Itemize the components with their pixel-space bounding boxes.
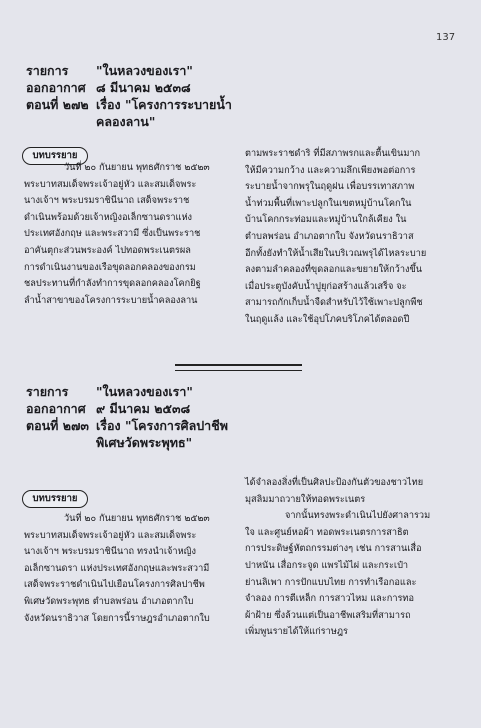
text-line: ผ้าฝ้าย ซึ่งล้วนแต่เป็นอาชีพเสริมที่สามารถ [245, 609, 411, 621]
text-line: สามารถกักเก็บน้ำจืดสำหรับไว้ใช้เพาะปลูกพืช [245, 297, 423, 309]
broadcast-date: ๙ มีนาคม ๒๕๓๘ [96, 401, 191, 416]
text-line: ปาหนัน เสื่อกระจูด แพรไม้ไผ่ และกระเป๋า [245, 559, 409, 571]
episode-label: ตอนที่ ๒๗๒ [26, 97, 89, 112]
text-line: ประเทศอังกฤษ และพระสวามี ซึ่งเป็นพระราช [24, 228, 201, 240]
program-label: รายการ [26, 384, 69, 399]
narration-badge: บทบรรยาย [22, 490, 88, 508]
section-divider [175, 370, 302, 371]
text-line: เพิ่มพูนรายได้ให้แก่ราษฎร [245, 626, 348, 638]
section2-header [26, 383, 228, 451]
text-line: ได้จำลองสิ่งที่เป็นศิลปะป้องกันตัวของชาวไทย [245, 477, 424, 488]
text-line: ตำบลพร่อน อำเภอตากใบ จังหวัดนราธิวาส [245, 230, 414, 242]
text-line: ในฤดูแล้ง และใช้อุปโภคบริโภคได้ตลอดปี [245, 313, 410, 325]
text-line: ย่านลิเพา การปักแบบไทย การทำเรือกอและ [245, 576, 417, 588]
text-line: นางเจ้าฯ พระบรมราชินีนาถ เสด็จพระราช [24, 195, 190, 207]
section1-right-column [245, 146, 457, 329]
episode-label: ตอนที่ ๒๗๓ [26, 418, 89, 433]
section-divider [175, 364, 302, 366]
text-line: อเล็กซานดรา แห่งประเทศอังกฤษและพระสวามี [24, 562, 210, 574]
broadcast-label: ออกอากาศ [26, 401, 86, 416]
episode-title-cont: คลองลาน" [96, 114, 156, 129]
text-line: อาคันตุกะส่วนพระองค์ ไปทอดพระเนตรผล [24, 244, 191, 256]
section1-left-column [24, 160, 234, 309]
narration-badge: บทบรรยาย [22, 147, 88, 165]
text-line: เสด็จพระราชดำเนินไปเยือนโครงการศิลปาชีพ [24, 579, 205, 591]
program-value: "ในหลวงของเรา" [96, 384, 193, 399]
episode-title: เรื่อง "โครงการศิลปาชีพ [96, 418, 228, 433]
text-line: ระบายน้ำจากพรุในฤดูฝน เพื่อบรรเทาสภาพ [245, 181, 415, 193]
section1-header [26, 62, 232, 130]
page-number: 137 [436, 32, 456, 43]
text-line: วันที่ ๒๐ กันยายน พุทธศักราช ๒๕๒๓ [64, 513, 210, 524]
text-line: พระบาทสมเด็จพระเจ้าอยู่หัว และสมเด็จพระ [24, 529, 197, 541]
text-line: การประดิษฐ์หัตถกรรมต่างๆ เช่น การสานเสื่อ [245, 543, 422, 555]
section2-right-column [245, 475, 457, 641]
broadcast-date: ๘ มีนาคม ๒๕๓๘ [96, 80, 191, 95]
text-line: พระบาทสมเด็จพระเจ้าอยู่หัว และสมเด็จพระ [24, 178, 197, 190]
section2-left-column [24, 511, 234, 627]
text-line: ให้มีความกว้าง และความลึกเพียงพอต่อการ [245, 164, 416, 176]
text-line: วันที่ ๒๐ กันยายน พุทธศักราช ๒๕๒๓ [64, 162, 210, 173]
program-label: รายการ [26, 63, 69, 78]
text-line: อีกทั้งยังทำให้น้ำเสียในบริเวณพรุได้ไหลระบาย [245, 247, 427, 259]
text-line: ใจ และศูนย์หอผ้า ทอดพระเนตรการสาธิต [245, 526, 409, 538]
text-line: พิเศษวัดพระพุทธ ตำบลพร่อน อำเภอตากใบ [24, 595, 194, 607]
text-line: น้ำท่วมพื้นที่เพาะปลูกในเขตหมู่บ้านโคกใน [245, 197, 412, 209]
text-line: เมื่อประตูบังคับน้ำปูยุก่อสร้างแล้วเสร็จ จะ [245, 280, 407, 292]
text-line: จำลอง การตีเหล็ก การสาวไหม และการทอ [245, 593, 414, 605]
episode-title-cont: พิเศษวัดพระพุทธ" [96, 435, 193, 450]
text-line: ดำเนินพร้อมด้วยเจ้าหญิงอเล็กซานดราแห่ง [24, 211, 193, 223]
broadcast-label: ออกอากาศ [26, 80, 86, 95]
text-line: ชลประทานที่กำลังทำการขุดลอกคลองโคกยิฐ [24, 278, 201, 290]
episode-title: เรื่อง "โครงการระบายน้ำ [96, 97, 232, 112]
text-line: นางเจ้าฯ พระบรมราชินีนาถ ทรงนำเจ้าหญิง [24, 546, 196, 558]
text-line: การดำเนินงานของเรือขุดลอกคลองของกรม [24, 261, 196, 273]
text-line: บ้านโคกกระท่อมและหมู่บ้านใกล้เคียง ใน [245, 214, 407, 226]
text-line: ลงตามลำคลองที่ขุดลอกและขยายให้กว้างขึ้น [245, 264, 423, 276]
program-value: "ในหลวงของเรา" [96, 63, 193, 78]
text-line: จากนั้นทรงพระดำเนินไปยังศาลารวม [285, 510, 431, 522]
text-line: จังหวัดนราธิวาส โดยการนี้ราษฎรอำเภอตากใบ [24, 612, 210, 624]
text-line: ลำน้ำสาขาของโครงการระบายน้ำคลองลาน [24, 294, 198, 306]
text-line: ตามพระราชดำริ ที่มีสภาพรกและตื้นเขินมาก [245, 148, 421, 159]
text-line: มุสลิมมาถวายให้ทอดพระเนตร [245, 493, 366, 505]
